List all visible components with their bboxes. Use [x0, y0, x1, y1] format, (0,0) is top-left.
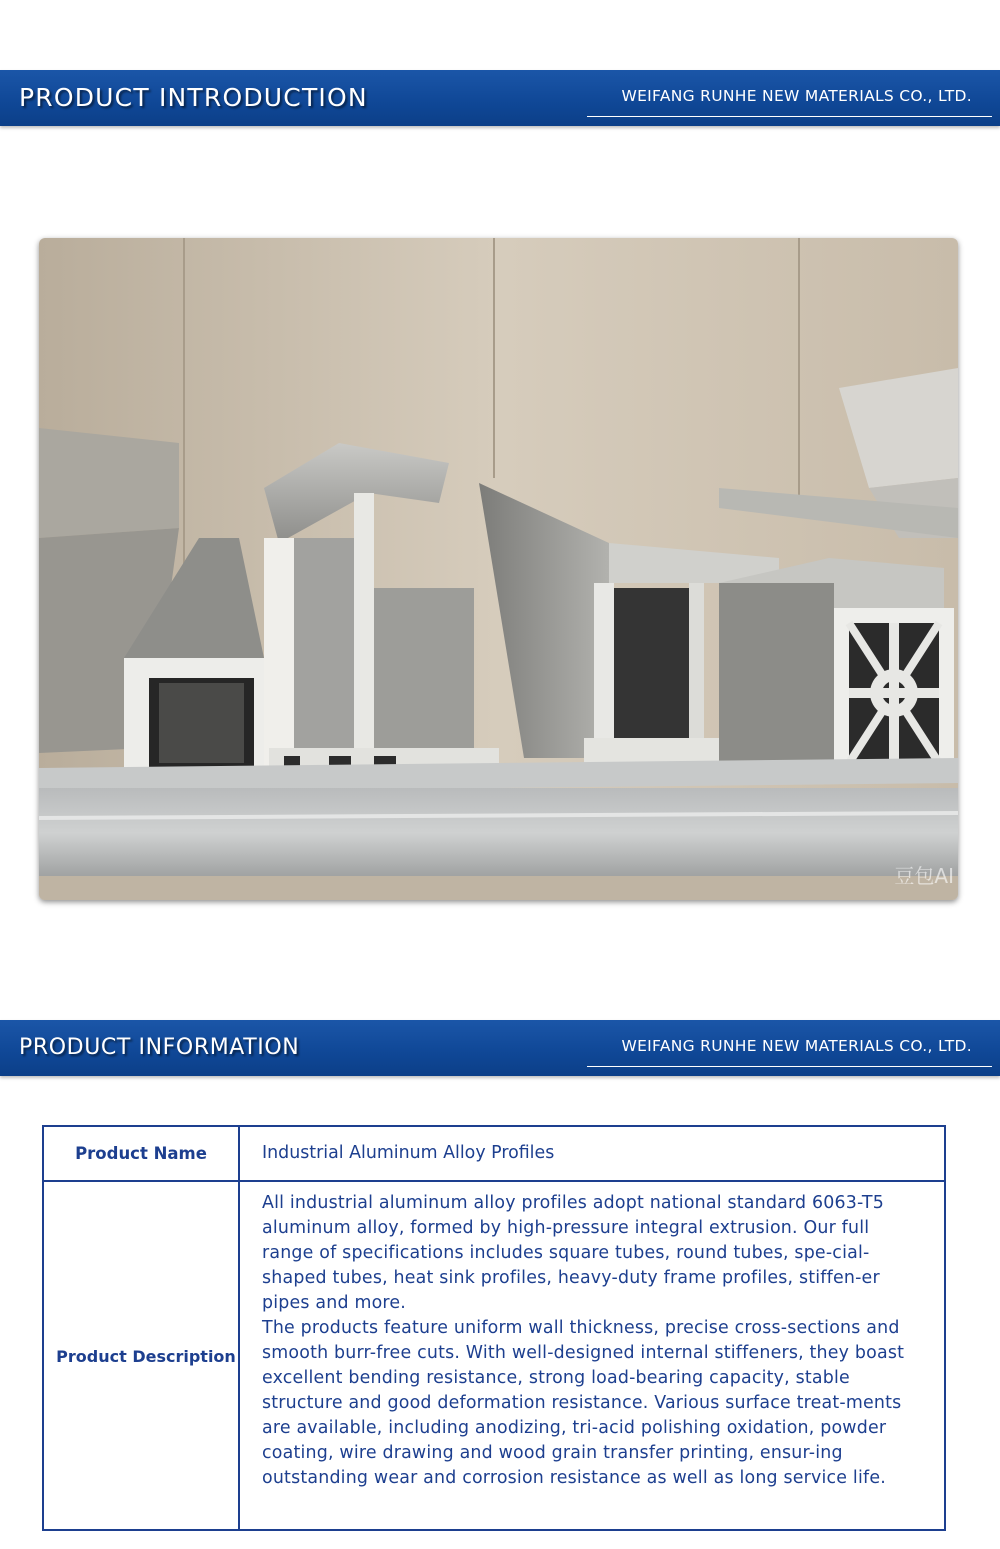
photo-watermark: 豆包AI [894, 864, 954, 888]
description-paragraph: The products feature uniform wall thickness, precise cross-sections and smooth burr-free cuts. With well-designed internal stiffeners, they boast excellent bending resistance, strong load-bearing capacity, stable structure and good deformation resistance. Various surface treat-ments are available, including anodizing, tri-acid polishing oxidation, powder coating, wire drawing and wood grain transfer printing, ensur-ing outstanding wear and corrosion resistance as well as long service life. [262, 1318, 905, 1488]
product-info-table [42, 1125, 946, 1531]
company-name: WEIFANG RUNHE NEW MATERIALS CO., LTD. [621, 87, 972, 105]
description-paragraph: All industrial aluminum alloy profiles adopt national standard 6063-T5 aluminum alloy, formed by high-pressure integral extrusion. Our full range of specifications includes square tubes, round tubes, spe-cial-shaped tubes, heat sink profiles, heavy-duty frame profiles, stiffen-er pipes and more. [262, 1193, 884, 1313]
section-banner-information [0, 1020, 1000, 1076]
product-description-label: Product Description [56, 1347, 236, 1366]
section-title: PRODUCT INFORMATION [19, 1035, 300, 1060]
section-banner-introduction [0, 70, 1000, 126]
company-underline [587, 116, 992, 117]
product-name-label: Product Name [75, 1144, 207, 1163]
product-name-value: Industrial Aluminum Alloy Profiles [262, 1143, 555, 1163]
product-photo [39, 238, 958, 900]
section-title: PRODUCT INTRODUCTION [19, 83, 368, 112]
company-name: WEIFANG RUNHE NEW MATERIALS CO., LTD. [621, 1037, 972, 1055]
product-description-value [262, 1191, 926, 1491]
company-underline [587, 1066, 992, 1067]
